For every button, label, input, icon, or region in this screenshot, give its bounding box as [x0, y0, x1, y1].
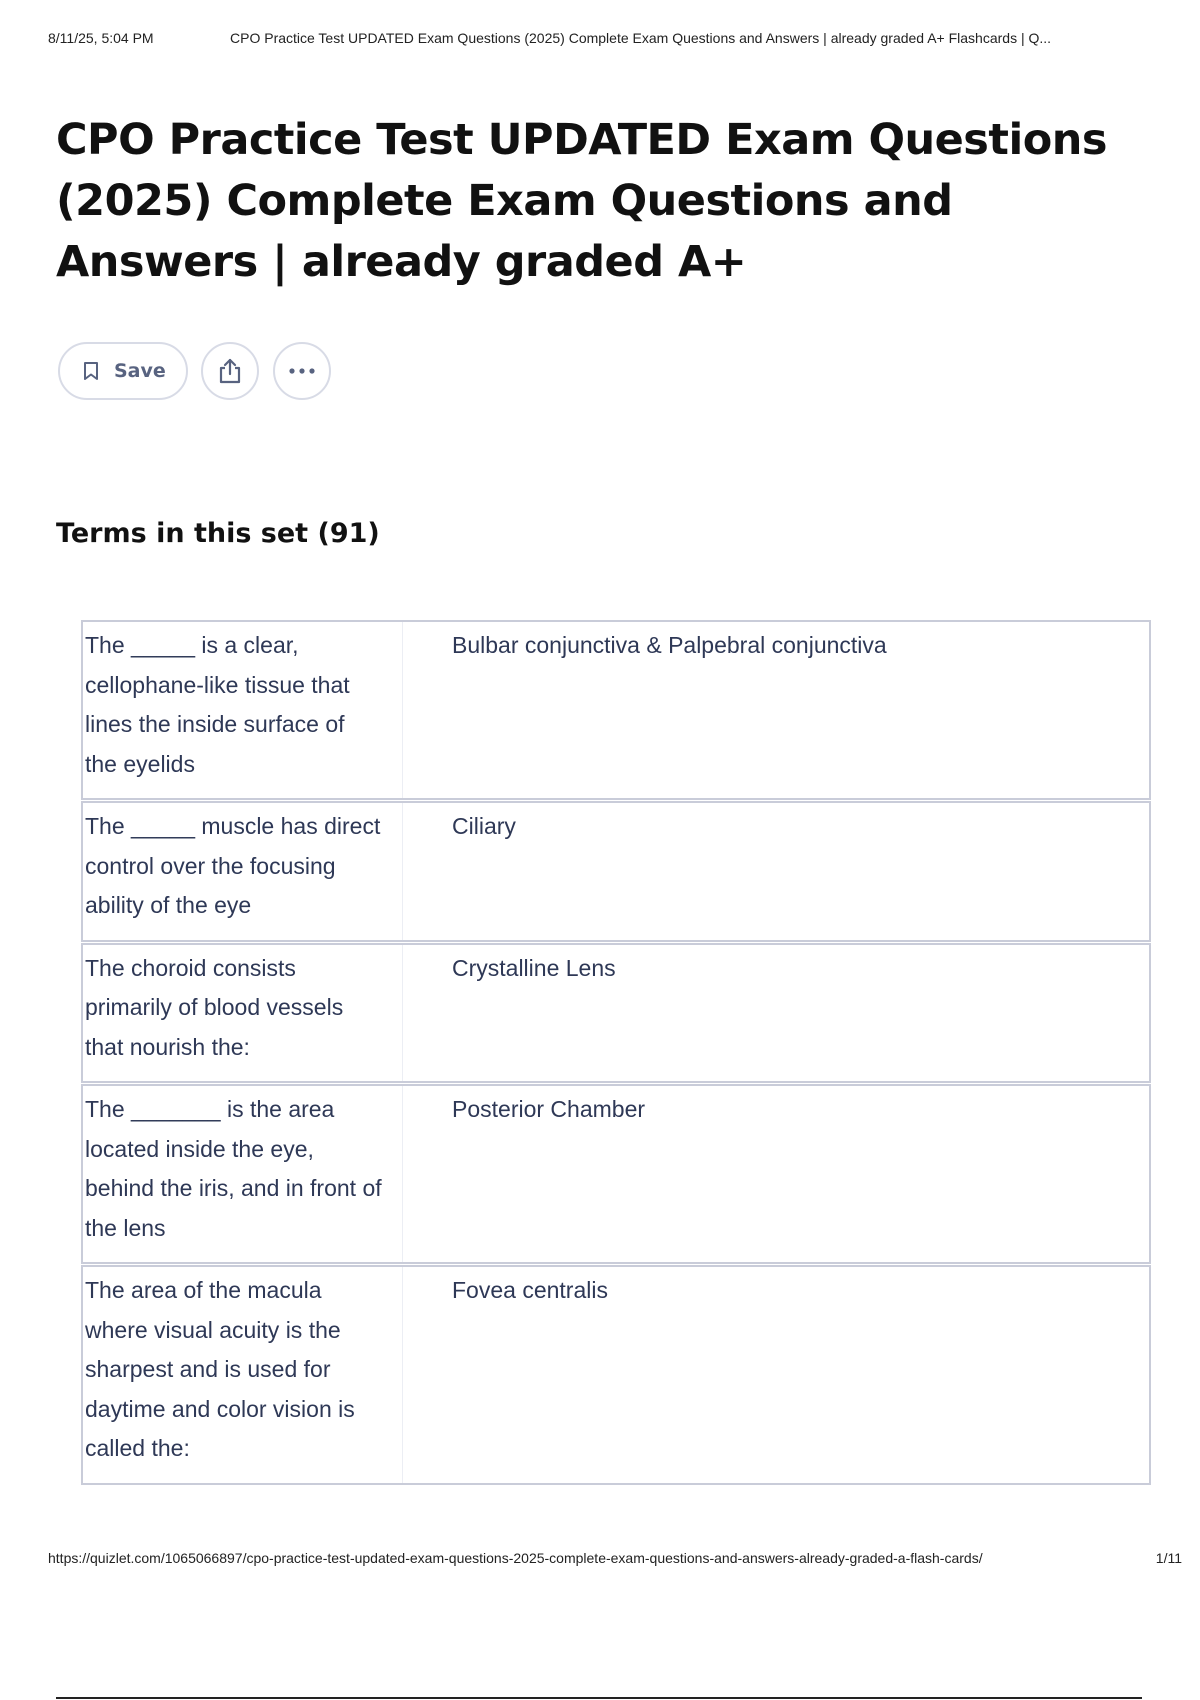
print-header — [48, 30, 1176, 50]
share-button[interactable] — [201, 342, 259, 400]
print-date: 8/11/25, 5:04 PM — [48, 30, 154, 46]
term-text: The _____ muscle has direct control over the focusing ability of the eye — [83, 803, 403, 940]
definition-text: Posterior Chamber — [452, 1096, 646, 1122]
definition-text: Bulbar conjunctiva & Palpebral conjunctiva — [452, 632, 887, 658]
term-text: The choroid consists primarily of blood vessels that nourish the: — [83, 945, 403, 1082]
page-number: 1/11 — [1155, 1550, 1182, 1566]
print-footer — [48, 1550, 1182, 1570]
term-row — [81, 801, 1151, 942]
term-row — [81, 1084, 1151, 1264]
term-text: The area of the macula where visual acuity is the sharpest and is used for daytime and color vision is called the: — [83, 1267, 403, 1483]
term-row — [81, 620, 1151, 800]
definition-text: Crystalline Lens — [452, 954, 616, 981]
definition-text: Fovea centralis — [452, 1277, 608, 1303]
page-title: CPO Practice Test UPDATED Exam Questions (2025) Complete Exam Questions and Answers | already graded A+ — [56, 115, 1107, 287]
term-text: The _______ is the area located inside the eye, behind the iris, and in front of the lens — [83, 1086, 403, 1262]
more-options-button[interactable] — [273, 342, 331, 400]
print-url: https://quizlet.com/1065066897/cpo-practice-test-updated-exam-questions-2025-complete-exam-questions-and-answers-already-graded-a-flash-cards/ — [48, 1550, 983, 1566]
more-options-icon — [288, 367, 316, 375]
save-button-label: Save — [114, 360, 166, 382]
term-text: The _____ is a clear, cellophane-like tissue that lines the inside surface of the eyelids — [83, 622, 403, 798]
page-divider — [56, 1697, 1142, 1699]
print-doc-title: CPO Practice Test UPDATED Exam Questions (2025) Complete Exam Questions and Answers | already graded A+ Flashcards | Q... — [230, 30, 1052, 46]
term-row — [81, 1265, 1151, 1485]
terms-list — [81, 620, 1151, 1486]
save-button[interactable] — [58, 342, 188, 400]
bookmark-icon — [82, 361, 100, 381]
share-icon — [217, 357, 243, 385]
definition-text: Ciliary — [452, 813, 516, 839]
terms-section-title: Terms in this set (91) — [56, 518, 380, 549]
term-row — [81, 943, 1151, 1084]
